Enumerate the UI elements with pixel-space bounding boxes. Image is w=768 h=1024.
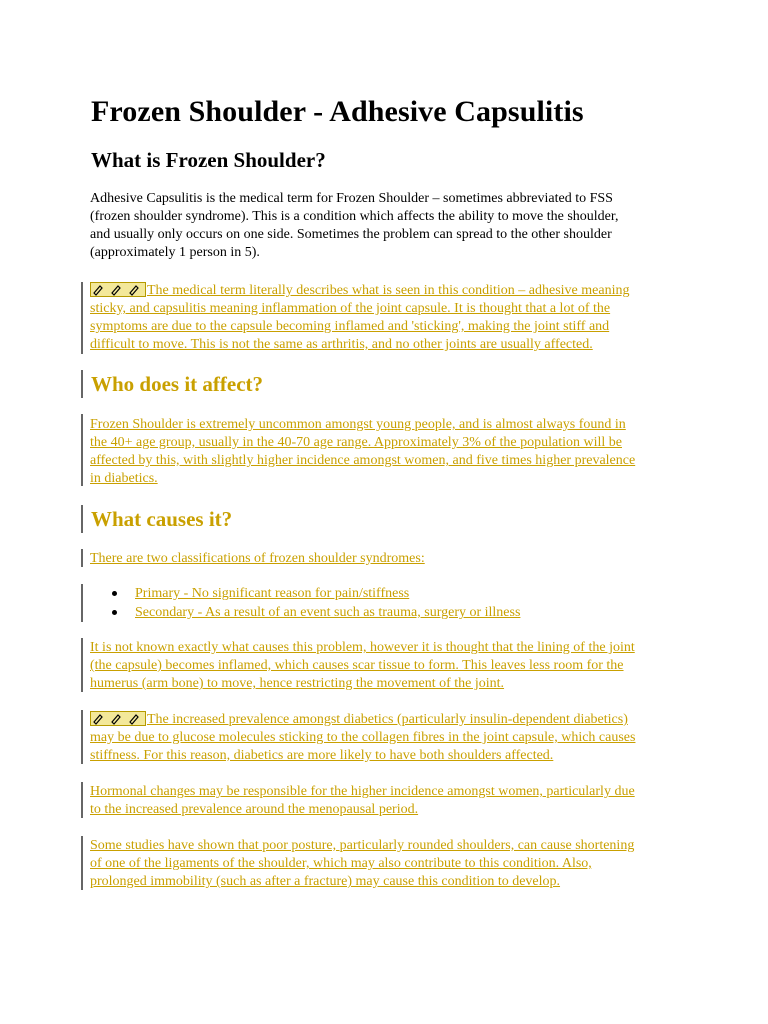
text-line: Hormonal changes may be responsible for the higher incidence amongst women, particularly due: [90, 784, 635, 799]
unknown-paragraph: [90, 639, 690, 693]
text-line: difficult to move. This is not the same as arthritis, and no other joints are usually affected.: [90, 337, 593, 352]
section-heading-causes: What causes it?: [91, 507, 233, 531]
text-line: There are two classifications of frozen shoulder syndromes:: [90, 551, 425, 566]
term-paragraph: [90, 282, 690, 354]
text-line: Adhesive Capsulitis is the medical term for Frozen Shoulder – sometimes abbreviated to FSS: [90, 191, 613, 206]
text-line: the 40+ age group, usually in the 40-70 age range. Approximately 3% of the population will be: [90, 435, 622, 450]
text-line: prolonged immobility (such as after a fracture) may cause this condition to develop.: [90, 874, 561, 889]
text-line: of one of the ligaments of the shoulder, which may also contribute to this condition. Also,: [90, 856, 592, 871]
change-bar: [81, 836, 83, 890]
text-line: It is not known exactly what causes this problem, however it is thought that the lining of the joint: [90, 640, 635, 655]
text-line: (approximately 1 person in 5).: [90, 245, 260, 260]
posture-paragraph: [90, 837, 690, 891]
hormonal-paragraph: [90, 783, 690, 819]
edit-icon: [91, 283, 145, 296]
text-line: in diabetics.: [90, 471, 158, 486]
section-heading-affect: Who does it affect?: [91, 372, 264, 396]
text-line: humerus (arm bone) to move, hence restricting the movement of the joint.: [90, 676, 505, 691]
text-line: (the capsule) becomes inflamed, which causes scar tissue to form. This leaves less room for the: [90, 658, 624, 673]
text-line: The increased prevalence amongst diabetics (particularly insulin-dependent diabetics): [90, 711, 690, 729]
change-bar: [81, 282, 83, 354]
section-heading-what: What is Frozen Shoulder?: [91, 148, 326, 172]
change-bar: [81, 505, 83, 533]
text-line: sticky, and capsulitis meaning inflammation of the joint capsule. It is thought that a lot of the: [90, 301, 611, 316]
list-item: Primary - No significant reason for pain/stiffness: [90, 584, 520, 603]
text-line: affected by this, with slightly higher incidence amongst women, and five times higher prevalence: [90, 453, 636, 468]
change-bar: [81, 710, 83, 764]
text-line: The medical term literally describes what is seen in this condition – adhesive meaning: [90, 282, 690, 300]
change-bar: [81, 782, 83, 818]
classification-list: [90, 584, 520, 622]
text-line: Frozen Shoulder is extremely uncommon amongst young people, and is almost always found in: [90, 417, 626, 432]
text-line: to the increased prevalence around the menopausal period.: [90, 802, 419, 817]
change-bar: [81, 549, 83, 567]
intro-paragraph: [90, 190, 690, 262]
change-bar: [81, 414, 83, 486]
text-line: and usually only occurs on one side. Sometimes the problem can spread to the other shoulder: [90, 227, 612, 242]
text-line: (frozen shoulder syndrome). This is a condition which affects the ability to move the shoulder,: [90, 209, 619, 224]
classes-paragraph: [90, 550, 690, 568]
text-line: Some studies have shown that poor posture, particularly rounded shoulders, can cause shortening: [90, 838, 635, 853]
change-bar: [81, 638, 83, 692]
bullet-icon: [112, 591, 117, 596]
diabetic-paragraph: [90, 711, 690, 765]
edit-icon: [91, 712, 145, 725]
change-bar: [81, 584, 83, 622]
bullet-icon: [112, 610, 117, 615]
text-line: symptoms are due to the capsule becoming inflamed and 'sticking', making the joint stiff and: [90, 319, 610, 334]
affect-paragraph: [90, 416, 690, 488]
text-line: may be due to glucose molecules sticking to the collagen fibres in the joint capsule, which causes: [90, 730, 636, 745]
list-item: Secondary - As a result of an event such as trauma, surgery or illness: [90, 603, 520, 622]
text-line: stiffness. For this reason, diabetics are more likely to have both shoulders affected.: [90, 748, 554, 763]
change-bar: [81, 370, 83, 398]
edit-marker-icons: [90, 282, 146, 297]
edit-marker-icons: [90, 711, 146, 726]
page-title: Frozen Shoulder - Adhesive Capsulitis: [91, 95, 584, 128]
